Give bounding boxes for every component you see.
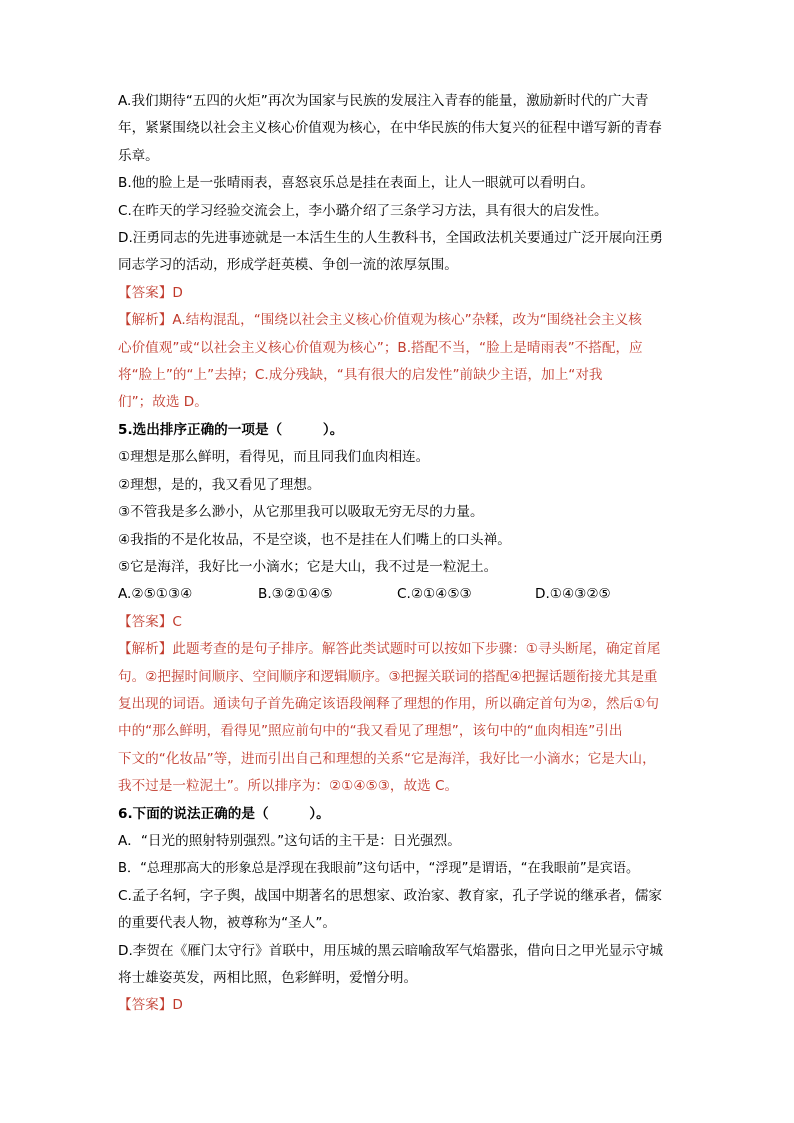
q4-answer — [118, 280, 678, 307]
q4-analysis-line-1 — [118, 307, 678, 334]
q4-option-a-line-3: 乐章。 — [118, 147, 159, 164]
q5-analysis-line-6: 我不过是一粒泥土”。所以排序为：②①④⑤③，故选 C。 — [118, 778, 459, 795]
q6-option-c-line-2: 的重要代表人物，被尊称为“圣人”。 — [118, 915, 336, 932]
q5-answer — [118, 609, 678, 636]
q5-analysis-line-3: 复出现的词语。通读句子首先确定该语段阐释了理想的作用，所以确定首句为②，然后①句 — [118, 695, 659, 712]
q4-analysis-line-2: 心价值观”或“以社会主义核心价值观为核心”；B.搭配不当，“脸上是晴雨表”不搭配，应 — [118, 339, 643, 356]
q6-answer-value: D — [172, 997, 183, 1014]
q5-answer-value: C — [172, 613, 182, 630]
q4-option-b: B.他的脸上是一张晴雨表，喜怒哀乐总是挂在表面上，让人一眼就可以看明白。 — [118, 175, 594, 192]
q4-analysis-text-1: A.结构混乱，“围绕以社会主义核心价值观为核心”杂糅，改为“围绕社会主义核 — [172, 312, 642, 329]
q5-analysis-line-2: 句。②把握时间顺序、空间顺序和逻辑顺序。③把握关联词的搭配④把握话题衔接尤其是重 — [118, 668, 658, 685]
q4-option-d-line-1: D.汪勇同志的先进事迹就是一本活生生的人生教科书，全国政法机关要通过广泛开展向汪勇 — [118, 230, 663, 247]
q5-option-d: D.①④③②⑤ — [535, 586, 611, 603]
q4-analysis-line-4: 们”；故选 D。 — [118, 394, 208, 411]
q4-answer-label: 【答案】 — [118, 284, 173, 301]
q5-analysis-text-1: 此题考查的是句子排序。解答此类试题时可以按如下步骤：①寻头断尾，确定首尾 — [172, 641, 661, 658]
q4-option-a-line-1: A.我们期待“五四的火炬”再次为国家与民族的发展注入青春的能量，激励新时代的广大青 — [118, 93, 649, 109]
q4-analysis-line-3: 将“脸上”的“上”去掉；C.成分残缺，“具有很大的启发性”前缺少主语，加上“对我 — [118, 367, 603, 384]
q5-analysis-label: 【解析】 — [118, 641, 173, 658]
exam-content — [118, 88, 678, 1020]
q6-option-b: B．“总理那高大的形象总是浮现在我眼前”这句话中，“浮现”是谓语，“在我眼前”是宾语。 — [118, 861, 640, 877]
q5-sentence-1: ①理想是那么鲜明，看得见，而且同我们血肉相连。 — [118, 449, 430, 466]
q5-sentence-2: ②理想，是的，我又看见了理想。 — [118, 476, 321, 493]
q6-option-d-line-2: 将士雄姿英发，两相比照，色彩鲜明，爱憎分明。 — [118, 969, 418, 986]
q5-sentence-3: ③不管我是多么渺小，从它那里我可以吸取无穷无尽的力量。 — [118, 504, 484, 521]
q5-option-c: C.②①④⑤③ — [397, 586, 472, 603]
q5-question: 5.选出排序正确的一项是（ ）。 — [118, 421, 344, 438]
q6-option-c-line-1: C.孟子名轲，字子舆，战国中期著名的思想家、政治家、教育家，孔子学说的继承者，儒家 — [118, 887, 662, 904]
q4-answer-value: D — [172, 284, 183, 301]
q5-sentence-5: ⑤它是海洋，我好比一小滴水；它是大山，我不过是一粒泥土。 — [118, 558, 498, 575]
q5-analysis-line-5: 下文的“化妆品”等，进而引出自己和理想的关系“它是海洋，我好比一小滴水；它是大山， — [118, 750, 656, 767]
q6-option-a: A．“日光的照射特别强烈。”这句话的主干是：日光强烈。 — [118, 832, 461, 849]
q5-options — [118, 581, 678, 608]
q5-option-b: B.③②①④⑤ — [258, 586, 333, 603]
q6-question: 6.下面的说法正确的是（ ）。 — [118, 805, 330, 822]
q4-option-c: C.在昨天的学习经验交流会上，李小璐介绍了三条学习方法，具有很大的启发性。 — [118, 202, 608, 219]
q4-option-a-line-2: 年，紧紧围绕以社会主义核心价值观为核心，在中华民族的伟大复兴的征程中谱写新的青春 — [118, 120, 662, 137]
q5-analysis-line-4: 中的“那么鲜明，看得见”照应前句中的“我又看见了理想”，该句中的“血肉相连”引出 — [118, 723, 623, 740]
q5-analysis-line-1 — [118, 636, 678, 663]
q5-sentence-4: ④我指的不是化妆品，不是空谈，也不是挂在人们嘴上的口头禅。 — [118, 531, 511, 548]
q4-option-d-line-2: 同志学习的活动，形成学赶英模、争创一流的浓厚氛围。 — [118, 257, 458, 274]
q4-analysis-label: 【解析】 — [118, 312, 173, 329]
q6-option-d-line-1: D.李贺在《雁门太守行》首联中，用压城的黑云暗喻敌军气焰嚣张，借向日之甲光显示守城 — [118, 942, 663, 959]
q6-answer — [118, 992, 678, 1019]
q6-answer-label: 【答案】 — [118, 997, 173, 1014]
q5-answer-label: 【答案】 — [118, 613, 173, 630]
q5-option-a: A.②⑤①③④ — [118, 586, 193, 603]
